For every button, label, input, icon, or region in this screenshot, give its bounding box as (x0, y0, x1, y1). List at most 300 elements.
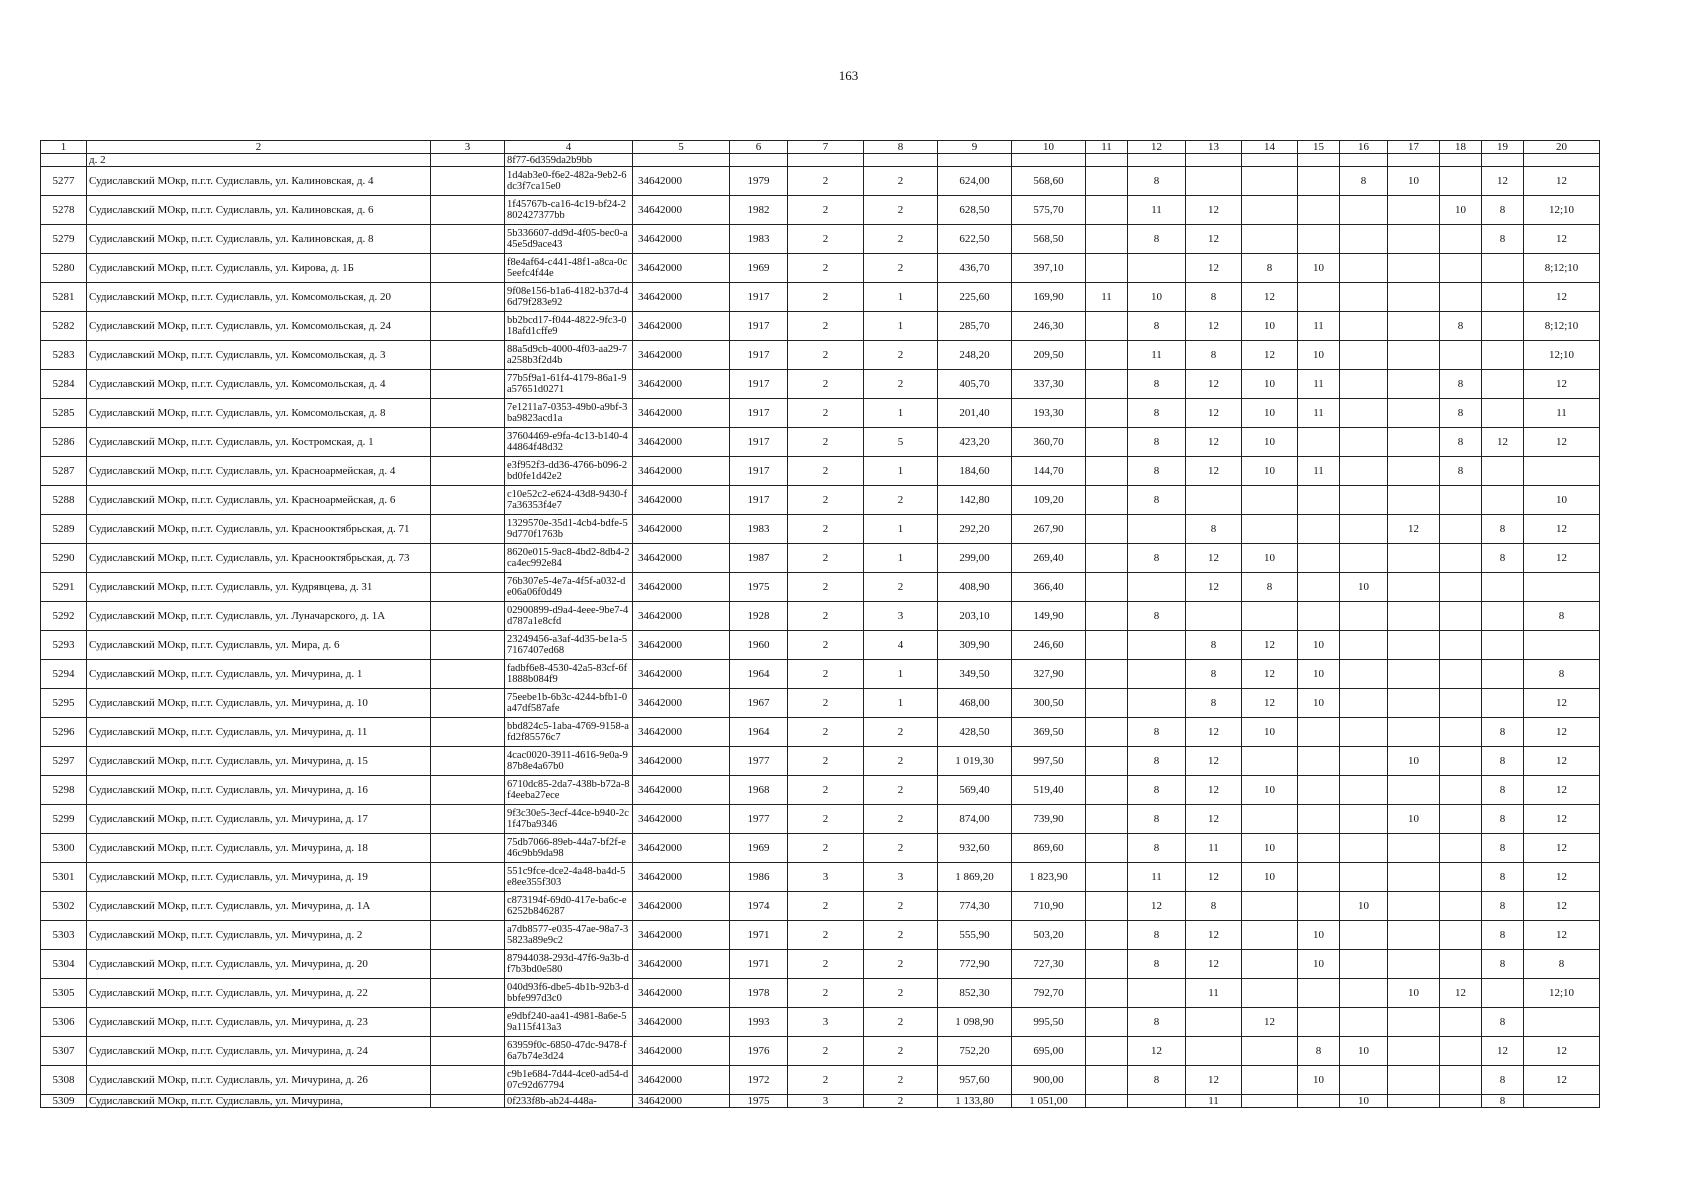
table-row (41, 602, 1600, 631)
value-cell: 1 869,20 (938, 863, 1012, 892)
value-cell (1242, 196, 1298, 225)
value-cell: 2 (788, 196, 864, 225)
value-cell (1128, 573, 1186, 602)
table-row (41, 312, 1600, 341)
row-number-cell: 5284 (41, 370, 87, 399)
value-cell: 12 (1242, 689, 1298, 718)
cell (1340, 154, 1388, 167)
address-cell: д. 2 (87, 154, 431, 167)
value-cell: 169,90 (1012, 283, 1086, 312)
value-cell (1340, 921, 1388, 950)
value-cell: 874,00 (938, 805, 1012, 834)
row-number-cell: 5297 (41, 747, 87, 776)
row-number-cell: 5306 (41, 1008, 87, 1037)
housing-register-table (40, 140, 1600, 1108)
oktmo-cell: 34642000 (633, 747, 730, 776)
value-cell (1128, 515, 1186, 544)
year-cell: 1967 (730, 689, 788, 718)
table-row (41, 747, 1600, 776)
value-cell: 428,50 (938, 718, 1012, 747)
value-cell: 12 (1482, 1037, 1524, 1066)
value-cell (1086, 747, 1128, 776)
value-cell: 2 (788, 921, 864, 950)
year-cell: 1982 (730, 196, 788, 225)
value-cell: 2 (788, 486, 864, 515)
value-cell: 12 (1242, 631, 1298, 660)
oktmo-cell: 34642000 (633, 1037, 730, 1066)
value-cell (1340, 1066, 1388, 1095)
value-cell: 8 (1128, 747, 1186, 776)
value-cell: 774,30 (938, 892, 1012, 921)
value-cell: 8 (1482, 1066, 1524, 1095)
oktmo-cell: 34642000 (633, 950, 730, 979)
value-cell: 11 (1128, 196, 1186, 225)
table-row (41, 1066, 1600, 1095)
cell (864, 154, 938, 167)
value-cell: 12 (1524, 515, 1600, 544)
value-cell: 8 (1186, 660, 1242, 689)
value-cell: 12 (1186, 457, 1242, 486)
value-cell (1340, 805, 1388, 834)
oktmo-cell: 34642000 (633, 515, 730, 544)
fias-cell: 63959f0c-6850-47dc-9478-f6a7b74e3d24 (505, 1037, 633, 1066)
value-cell (1128, 1095, 1186, 1108)
fias-cell: 8620e015-9ac8-4bd2-8db4-2ca4ec992e84 (505, 544, 633, 573)
row-number-cell: 5288 (41, 486, 87, 515)
value-cell: 8 (1524, 660, 1600, 689)
table-row (41, 428, 1600, 457)
table-row (41, 167, 1600, 196)
address-cell: Судиславский МОкр, п.г.т. Судиславль, ул. Мичурина, д. 22 (87, 979, 431, 1008)
value-cell: 8 (1128, 1008, 1186, 1037)
value-cell: 8 (1242, 254, 1298, 283)
value-cell: 10 (1298, 921, 1340, 950)
value-cell (1482, 370, 1524, 399)
value-cell (1388, 921, 1440, 950)
value-cell: 299,00 (938, 544, 1012, 573)
value-cell: 2 (788, 1066, 864, 1095)
value-cell: 1 (864, 515, 938, 544)
table-row (41, 1037, 1600, 1066)
address-cell: Судиславский МОкр, п.г.т. Судиславль, ул. Комсомольская, д. 8 (87, 399, 431, 428)
row-number-cell: 5280 (41, 254, 87, 283)
table-row (41, 283, 1600, 312)
table-row (41, 892, 1600, 921)
value-cell: 12 (1440, 979, 1482, 1008)
row-number-cell: 5279 (41, 225, 87, 254)
fias-cell: 37604469-e9fa-4c13-b140-444864f48d32 (505, 428, 633, 457)
value-cell: 12;10 (1524, 341, 1600, 370)
value-cell (1340, 196, 1388, 225)
value-cell: 8;12;10 (1524, 312, 1600, 341)
value-cell: 900,00 (1012, 1066, 1086, 1095)
value-cell (1340, 283, 1388, 312)
value-cell: 710,90 (1012, 892, 1086, 921)
value-cell: 2 (864, 979, 938, 1008)
col-header: 12 (1128, 141, 1186, 154)
value-cell (1086, 573, 1128, 602)
value-cell: 8 (1482, 863, 1524, 892)
value-cell: 366,40 (1012, 573, 1086, 602)
year-cell: 1975 (730, 573, 788, 602)
table-row (41, 341, 1600, 370)
fias-cell: bbd824c5-1aba-4769-9158-afd2f85576c7 (505, 718, 633, 747)
value-cell: 468,00 (938, 689, 1012, 718)
value-cell: 1 133,80 (938, 1095, 1012, 1108)
value-cell: 209,50 (1012, 341, 1086, 370)
fias-cell: 4cac0020-3911-4616-9e0a-987b8e4a67b0 (505, 747, 633, 776)
row-number-cell: 5299 (41, 805, 87, 834)
value-cell (1298, 1095, 1340, 1108)
value-cell: 2 (864, 370, 938, 399)
value-cell (1388, 1008, 1440, 1037)
value-cell (1388, 776, 1440, 805)
cell (431, 863, 505, 892)
value-cell (1482, 660, 1524, 689)
value-cell (1388, 341, 1440, 370)
value-cell: 8 (1128, 457, 1186, 486)
value-cell: 739,90 (1012, 805, 1086, 834)
value-cell: 12;10 (1524, 196, 1600, 225)
address-cell: Судиславский МОкр, п.г.т. Судиславль, ул. Луначарского, д. 1А (87, 602, 431, 631)
value-cell: 2 (788, 573, 864, 602)
value-cell (1242, 602, 1298, 631)
value-cell: 193,30 (1012, 399, 1086, 428)
value-cell (1440, 776, 1482, 805)
value-cell: 2 (864, 1095, 938, 1108)
value-cell: 752,20 (938, 1037, 1012, 1066)
year-cell: 1975 (730, 1095, 788, 1108)
value-cell (1340, 225, 1388, 254)
value-cell (1340, 1008, 1388, 1037)
oktmo-cell: 34642000 (633, 486, 730, 515)
value-cell (1388, 950, 1440, 979)
value-cell: 10 (1298, 660, 1340, 689)
oktmo-cell: 34642000 (633, 544, 730, 573)
col-header: 1 (41, 141, 87, 154)
value-cell: 8 (1186, 631, 1242, 660)
value-cell (1524, 631, 1600, 660)
cell (431, 196, 505, 225)
value-cell: 11 (1298, 370, 1340, 399)
value-cell: 397,10 (1012, 254, 1086, 283)
oktmo-cell: 34642000 (633, 573, 730, 602)
value-cell: 2 (788, 747, 864, 776)
value-cell: 8 (1128, 718, 1186, 747)
fias-cell: c10e52c2-e624-43d8-9430-f7a36353f4e7 (505, 486, 633, 515)
value-cell: 8 (1482, 718, 1524, 747)
value-cell (1388, 660, 1440, 689)
value-cell (1298, 718, 1340, 747)
value-cell: 727,30 (1012, 950, 1086, 979)
value-cell (1340, 370, 1388, 399)
value-cell (1440, 341, 1482, 370)
col-header: 8 (864, 141, 938, 154)
value-cell (1388, 225, 1440, 254)
value-cell (1086, 805, 1128, 834)
value-cell (1340, 312, 1388, 341)
year-cell: 1974 (730, 892, 788, 921)
year-cell: 1964 (730, 718, 788, 747)
value-cell: 142,80 (938, 486, 1012, 515)
row-number-cell: 5298 (41, 776, 87, 805)
value-cell (1086, 921, 1128, 950)
value-cell: 12 (1186, 428, 1242, 457)
value-cell: 12 (1128, 1037, 1186, 1066)
value-cell: 12 (1186, 950, 1242, 979)
value-cell (1086, 1095, 1128, 1108)
value-cell: 2 (864, 573, 938, 602)
value-cell: 12 (1524, 689, 1600, 718)
table-row (41, 660, 1600, 689)
value-cell: 2 (788, 631, 864, 660)
value-cell: 12 (1524, 892, 1600, 921)
value-cell: 12 (1524, 863, 1600, 892)
value-cell: 519,40 (1012, 776, 1086, 805)
value-cell (1086, 399, 1128, 428)
cell (431, 573, 505, 602)
value-cell (1482, 631, 1524, 660)
value-cell: 10 (1298, 1066, 1340, 1095)
year-cell: 1968 (730, 776, 788, 805)
cell (431, 370, 505, 399)
value-cell (1524, 1095, 1600, 1108)
value-cell: 12 (1524, 921, 1600, 950)
value-cell: 12 (1524, 544, 1600, 573)
row-number-cell: 5287 (41, 457, 87, 486)
row-number-cell: 5308 (41, 1066, 87, 1095)
value-cell (1524, 573, 1600, 602)
fias-cell: 02900899-d9a4-4eee-9be7-4d787a1e8cfd (505, 602, 633, 631)
value-cell: 8 (1128, 602, 1186, 631)
value-cell (1440, 921, 1482, 950)
cell (41, 154, 87, 167)
value-cell (1440, 631, 1482, 660)
value-cell (1086, 689, 1128, 718)
fias-cell: 75eebe1b-6b3c-4244-bfb1-0a47df587afe (505, 689, 633, 718)
cell (431, 950, 505, 979)
col-header: 20 (1524, 141, 1600, 154)
value-cell (1086, 225, 1128, 254)
fias-cell: e3f952f3-dd36-4766-b096-2bd0fe1d42e2 (505, 457, 633, 486)
fias-cell: fadbf6e8-4530-42a5-83cf-6f1888b084f9 (505, 660, 633, 689)
value-cell (1298, 834, 1340, 863)
address-cell: Судиславский МОкр, п.г.т. Судиславль, ул. Комсомольская, д. 4 (87, 370, 431, 399)
oktmo-cell: 34642000 (633, 167, 730, 196)
cell (1186, 154, 1242, 167)
table-row (41, 196, 1600, 225)
value-cell (1482, 979, 1524, 1008)
value-cell: 10 (1242, 312, 1298, 341)
value-cell (1186, 167, 1242, 196)
cell (431, 660, 505, 689)
address-cell: Судиславский МОкр, п.г.т. Судиславль, ул. Кудрявцева, д. 31 (87, 573, 431, 602)
value-cell: 2 (864, 254, 938, 283)
value-cell: 622,50 (938, 225, 1012, 254)
value-cell (1242, 921, 1298, 950)
year-cell: 1917 (730, 370, 788, 399)
value-cell (1298, 805, 1340, 834)
fias-cell: 7e1211a7-0353-49b0-a9bf-3ba9823acd1a (505, 399, 633, 428)
value-cell: 12 (1186, 921, 1242, 950)
value-cell (1086, 312, 1128, 341)
value-cell (1242, 1095, 1298, 1108)
row-number-cell: 5277 (41, 167, 87, 196)
value-cell (1298, 776, 1340, 805)
fias-cell: f8e4af64-c441-48f1-a8ca-0c5eefc4f44e (505, 254, 633, 283)
value-cell: 1 (864, 689, 938, 718)
year-cell: 1960 (730, 631, 788, 660)
row-number-cell: 5294 (41, 660, 87, 689)
address-cell: Судиславский МОкр, п.г.т. Судиславль, ул. Калиновская, д. 6 (87, 196, 431, 225)
value-cell: 12 (1242, 660, 1298, 689)
oktmo-cell: 34642000 (633, 341, 730, 370)
fias-cell: 1d4ab3e0-f6e2-482a-9eb2-6dc3f7ca15e0 (505, 167, 633, 196)
value-cell: 12 (1186, 1066, 1242, 1095)
row-number-cell: 5292 (41, 602, 87, 631)
value-cell (1440, 747, 1482, 776)
column-number-header (41, 141, 1600, 154)
address-cell: Судиславский МОкр, п.г.т. Судиславль, ул. Комсомольская, д. 20 (87, 283, 431, 312)
cell (431, 921, 505, 950)
value-cell (1440, 167, 1482, 196)
row-number-cell: 5285 (41, 399, 87, 428)
cell (431, 225, 505, 254)
oktmo-cell: 34642000 (633, 718, 730, 747)
address-cell: Судиславский МОкр, п.г.т. Судиславль, ул. Комсомольская, д. 3 (87, 341, 431, 370)
value-cell (1388, 1037, 1440, 1066)
value-cell: 8 (1482, 225, 1524, 254)
value-cell: 10 (1242, 863, 1298, 892)
value-cell: 149,90 (1012, 602, 1086, 631)
value-cell: 8 (1128, 167, 1186, 196)
value-cell: 267,90 (1012, 515, 1086, 544)
value-cell: 10 (1298, 254, 1340, 283)
year-cell: 1969 (730, 254, 788, 283)
value-cell: 12 (1186, 776, 1242, 805)
cell (788, 154, 864, 167)
value-cell: 285,70 (938, 312, 1012, 341)
value-cell (1482, 399, 1524, 428)
value-cell: 360,70 (1012, 428, 1086, 457)
value-cell: 369,50 (1012, 718, 1086, 747)
value-cell: 3 (788, 1008, 864, 1037)
value-cell (1340, 950, 1388, 979)
value-cell: 2 (864, 196, 938, 225)
table-row (41, 573, 1600, 602)
value-cell: 1 019,30 (938, 747, 1012, 776)
value-cell: 12 (1186, 370, 1242, 399)
oktmo-cell: 34642000 (633, 921, 730, 950)
value-cell: 2 (788, 805, 864, 834)
value-cell (1086, 718, 1128, 747)
value-cell: 405,70 (938, 370, 1012, 399)
value-cell (1242, 979, 1298, 1008)
year-cell: 1917 (730, 457, 788, 486)
fias-cell: 75db7066-89eb-44a7-bf2f-e46c9bb9da98 (505, 834, 633, 863)
value-cell (1440, 544, 1482, 573)
value-cell: 203,10 (938, 602, 1012, 631)
value-cell (1388, 892, 1440, 921)
value-cell: 1 (864, 457, 938, 486)
value-cell (1128, 660, 1186, 689)
value-cell: 11 (1186, 979, 1242, 1008)
col-header: 10 (1012, 141, 1086, 154)
address-cell: Судиславский МОкр, п.г.т. Судиславль, ул. Красноармейская, д. 4 (87, 457, 431, 486)
value-cell (1086, 457, 1128, 486)
value-cell (1242, 1037, 1298, 1066)
table-row (41, 950, 1600, 979)
value-cell: 12 (1186, 399, 1242, 428)
value-cell (1440, 950, 1482, 979)
col-header: 19 (1482, 141, 1524, 154)
address-cell: Судиславский МОкр, п.г.т. Судиславль, ул. Мичурина, (87, 1095, 431, 1108)
value-cell: 8 (1128, 544, 1186, 573)
value-cell: 852,30 (938, 979, 1012, 1008)
value-cell (1186, 1037, 1242, 1066)
page-number: 163 (838, 68, 859, 83)
value-cell: 2 (788, 660, 864, 689)
year-cell: 1917 (730, 486, 788, 515)
value-cell (1086, 776, 1128, 805)
value-cell (1340, 602, 1388, 631)
value-cell: 10 (1242, 544, 1298, 573)
value-cell: 2 (788, 1037, 864, 1066)
value-cell: 8 (1128, 225, 1186, 254)
value-cell: 11 (1128, 863, 1186, 892)
value-cell (1298, 892, 1340, 921)
value-cell (1298, 225, 1340, 254)
value-cell: 246,60 (1012, 631, 1086, 660)
value-cell: 997,50 (1012, 747, 1086, 776)
cell (1298, 154, 1340, 167)
value-cell (1242, 747, 1298, 776)
value-cell: 8 (1482, 196, 1524, 225)
value-cell: 248,20 (938, 341, 1012, 370)
value-cell: 10 (1242, 399, 1298, 428)
cell (1482, 154, 1524, 167)
oktmo-cell: 34642000 (633, 660, 730, 689)
value-cell: 337,30 (1012, 370, 1086, 399)
row-number-cell: 5278 (41, 196, 87, 225)
value-cell: 2 (864, 1008, 938, 1037)
value-cell: 12 (1186, 225, 1242, 254)
value-cell: 503,20 (1012, 921, 1086, 950)
cell (431, 805, 505, 834)
cell (431, 718, 505, 747)
value-cell (1482, 486, 1524, 515)
address-cell: Судиславский МОкр, п.г.т. Судиславль, ул. Мичурина, д. 1А (87, 892, 431, 921)
value-cell: 10 (1298, 631, 1340, 660)
value-cell (1298, 1008, 1340, 1037)
value-cell: 8 (1128, 399, 1186, 428)
value-cell: 8 (1128, 921, 1186, 950)
cell (431, 254, 505, 283)
oktmo-cell: 34642000 (633, 1008, 730, 1037)
value-cell: 144,70 (1012, 457, 1086, 486)
col-header: 3 (431, 141, 505, 154)
value-cell: 555,90 (938, 921, 1012, 950)
value-cell: 8 (1440, 312, 1482, 341)
value-cell: 10 (1242, 834, 1298, 863)
value-cell (1086, 834, 1128, 863)
address-cell: Судиславский МОкр, п.г.т. Судиславль, ул. Костромская, д. 1 (87, 428, 431, 457)
value-cell (1388, 399, 1440, 428)
cell (431, 689, 505, 718)
value-cell (1388, 486, 1440, 515)
value-cell (1242, 515, 1298, 544)
table-row (41, 1008, 1600, 1037)
